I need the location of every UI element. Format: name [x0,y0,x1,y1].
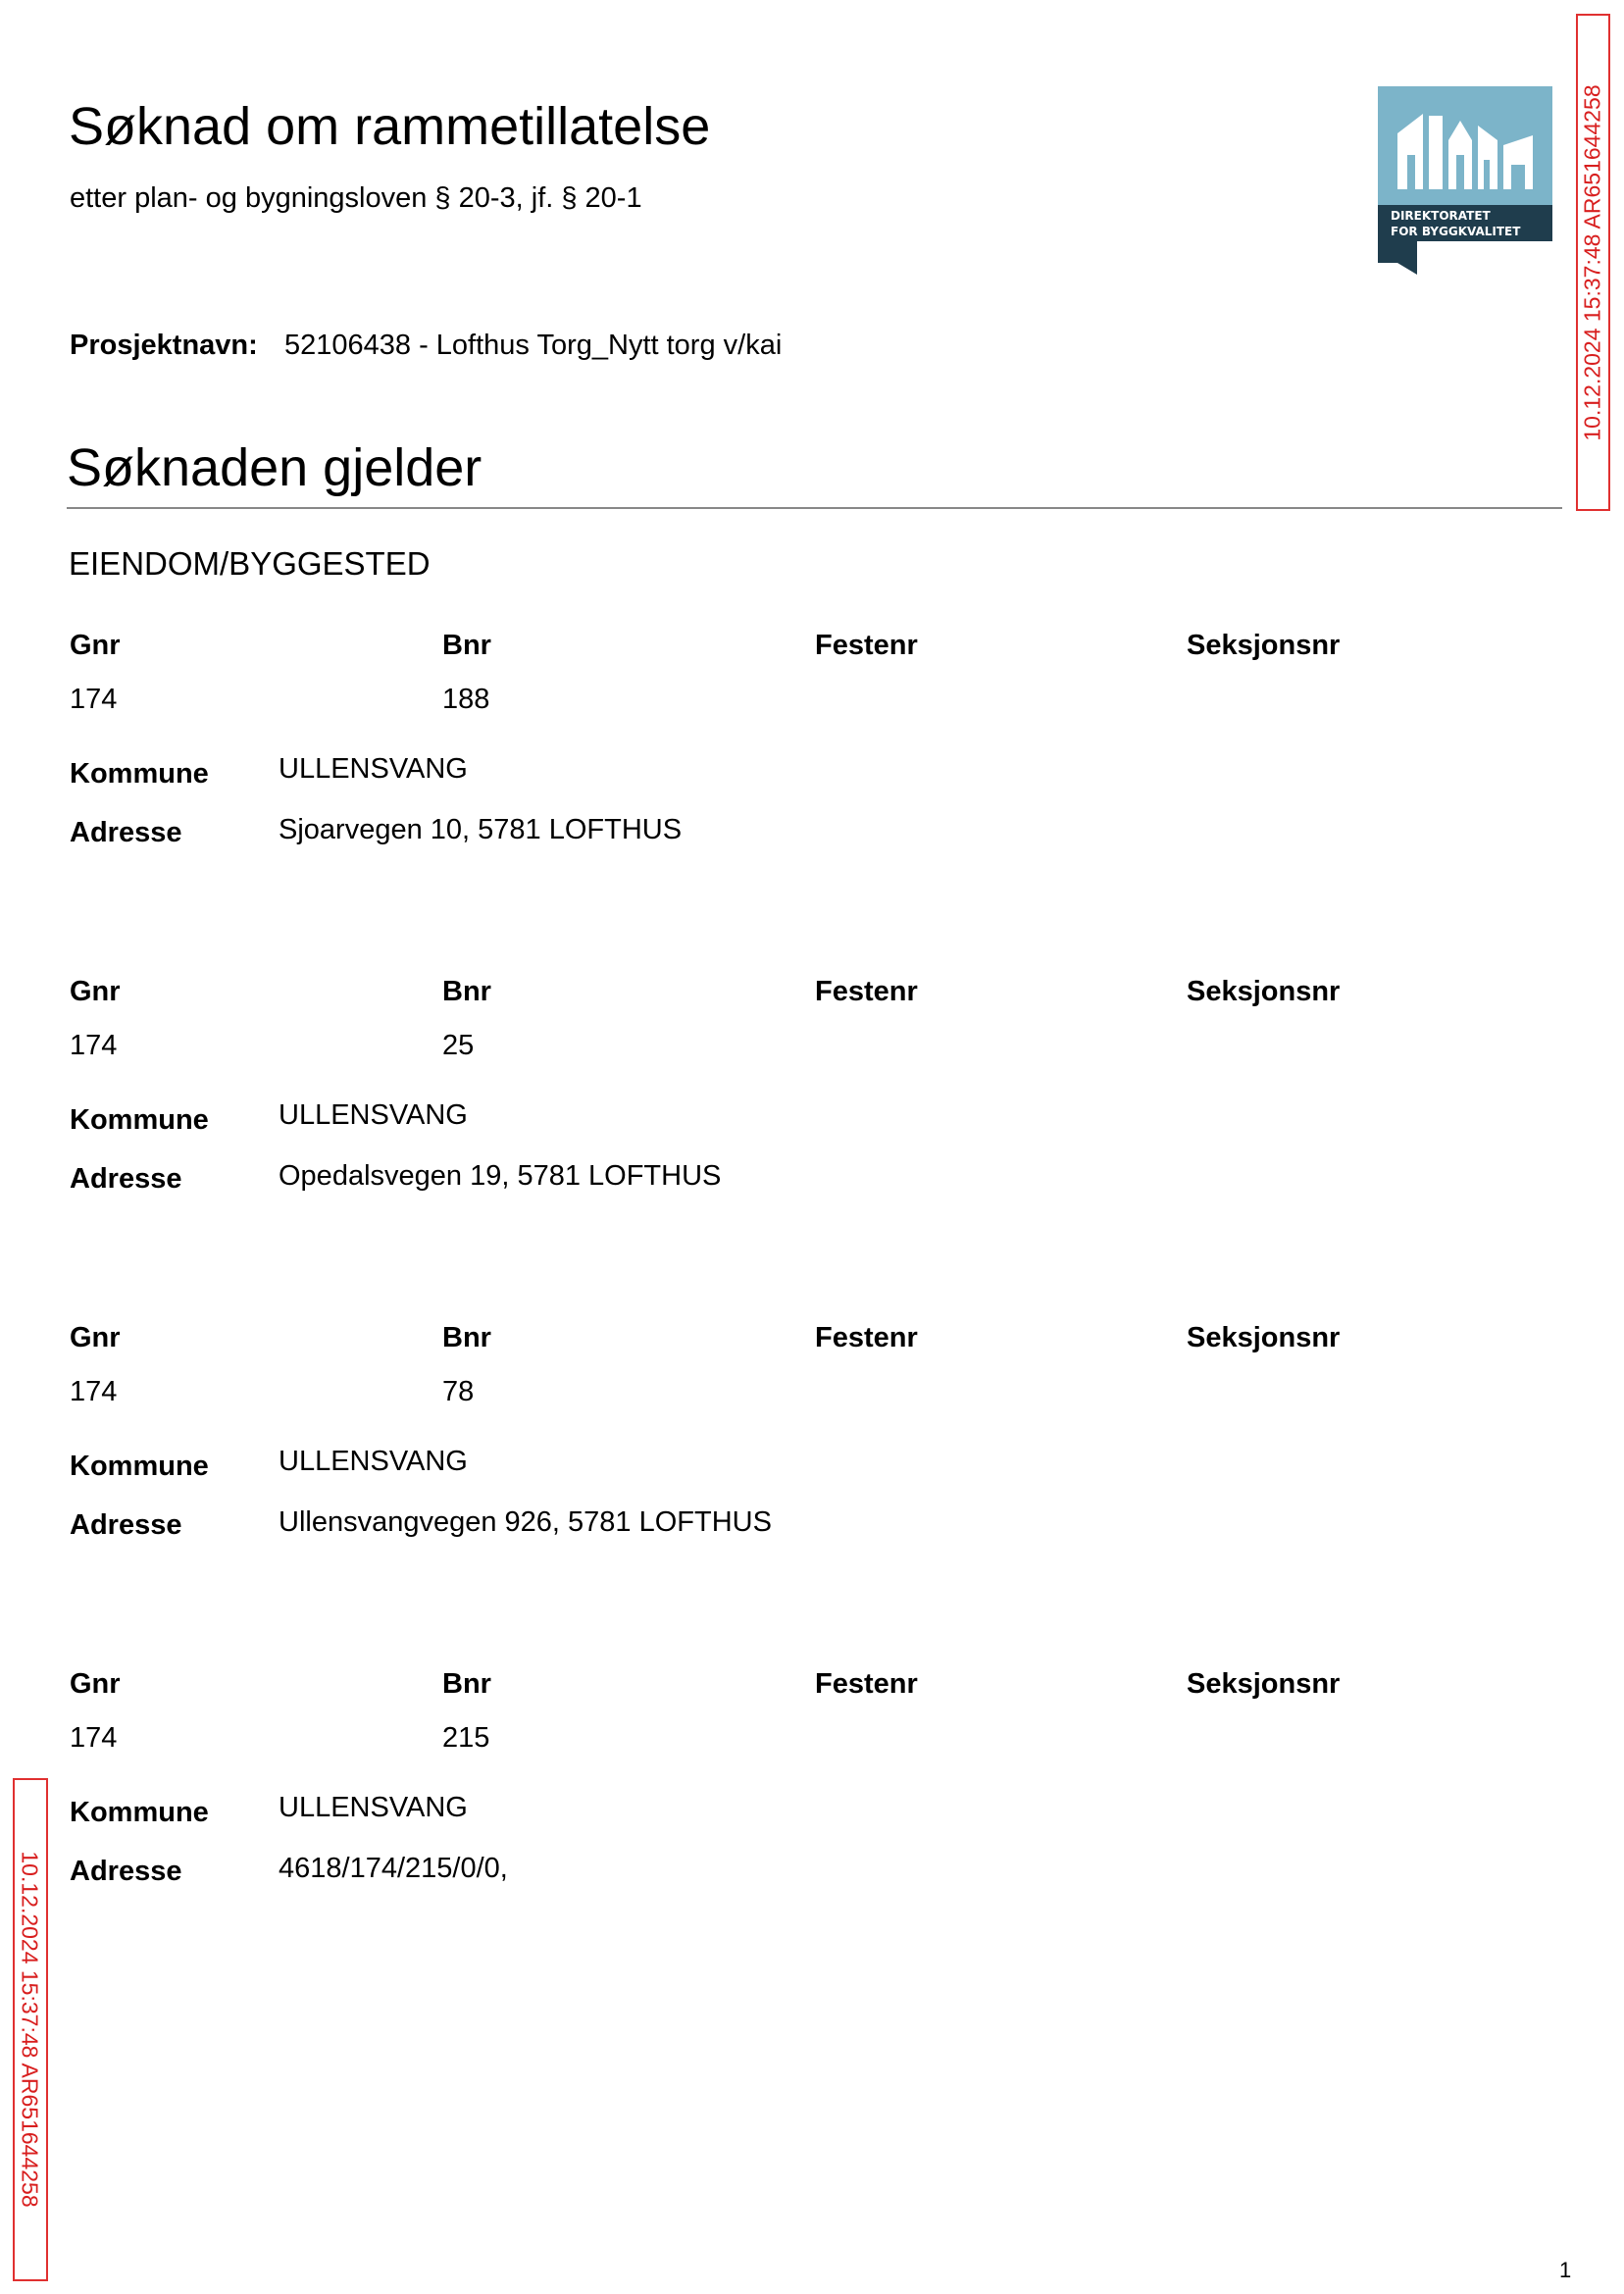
bnr-value: 215 [442,1722,490,1754]
logo-line-2: FOR BYGGKVALITET [1391,225,1521,238]
bnr-header: Bnr [442,976,491,1007]
gnr-value: 174 [70,1376,118,1407]
page-number: 1 [1559,2258,1572,2282]
bnr-value: 25 [442,1030,475,1061]
kommune-value: ULLENSVANG [279,753,468,785]
seksjonsnr-header: Seksjonsnr [1187,1668,1341,1700]
bnr-header: Bnr [442,1668,491,1700]
bnr-header: Bnr [442,1322,491,1353]
gnr-value: 174 [70,684,118,715]
project-label: Prosjektnavn: [70,330,258,361]
festenr-header: Festenr [815,630,918,661]
document-subtitle: etter plan- og bygningsloven § 20-3, jf. § 20-1 [70,182,642,214]
property-block [70,630,1541,885]
bnr-value: 78 [442,1376,475,1407]
gnr-value: 174 [70,1030,118,1061]
adresse-label: Adresse [70,1163,182,1195]
festenr-header: Festenr [815,976,918,1007]
adresse-value: 4618/174/215/0/0, [279,1853,508,1884]
kommune-label: Kommune [70,1104,209,1136]
property-block [70,976,1541,1231]
project-value: 52106438 - Lofthus Torg_Nytt torg v/kai [284,330,783,361]
bnr-header: Bnr [442,630,491,661]
property-block [70,1322,1541,1577]
kommune-value: ULLENSVANG [279,1446,468,1477]
property-block [70,1668,1541,1923]
adresse-label: Adresse [70,1856,182,1887]
dibk-logo-graphic [1378,86,1552,275]
adresse-value: Sjoarvegen 10, 5781 LOFTHUS [279,814,683,845]
document-title: Søknad om rammetillatelse [69,97,711,156]
festenr-header: Festenr [815,1322,918,1353]
bnr-value: 188 [442,684,490,715]
gnr-header: Gnr [70,630,121,661]
seksjonsnr-header: Seksjonsnr [1187,630,1341,661]
dibk-logo [1378,86,1552,275]
logo-line-1: DIREKTORATET [1391,209,1491,223]
kommune-label: Kommune [70,1451,209,1482]
kommune-value: ULLENSVANG [279,1792,468,1823]
adresse-label: Adresse [70,817,182,848]
festenr-header: Festenr [815,1668,918,1700]
kommune-label: Kommune [70,1797,209,1828]
adresse-value: Opedalsvegen 19, 5781 LOFTHUS [279,1160,722,1192]
gnr-header: Gnr [70,1668,121,1700]
section-heading: Søknaden gjelder [67,438,482,497]
adresse-label: Adresse [70,1509,182,1541]
gnr-header: Gnr [70,976,121,1007]
section-divider [67,507,1562,509]
seksjonsnr-header: Seksjonsnr [1187,976,1341,1007]
kommune-value: ULLENSVANG [279,1099,468,1131]
kommune-label: Kommune [70,758,209,790]
seksjonsnr-header: Seksjonsnr [1187,1322,1341,1353]
timestamp-stamp-right: 10.12.2024 15:37:48 AR651644258 [1579,84,1605,441]
property-subheading: EIENDOM/BYGGESTED [69,545,431,582]
adresse-value: Ullensvangvegen 926, 5781 LOFTHUS [279,1506,772,1538]
gnr-header: Gnr [70,1322,121,1353]
timestamp-stamp-left: 10.12.2024 15:37:48 AR651644258 [17,1851,43,2208]
gnr-value: 174 [70,1722,118,1754]
